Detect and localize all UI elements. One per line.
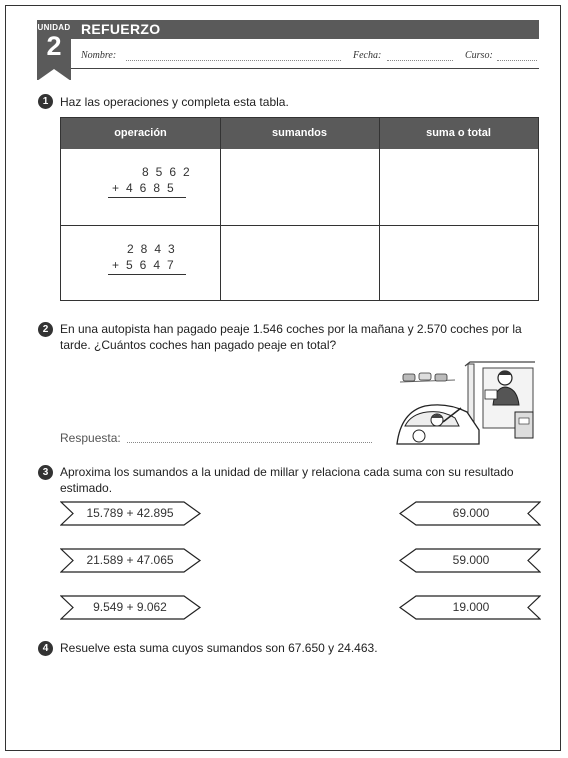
row-1-total-cell[interactable] [380, 150, 537, 224]
nombre-field[interactable] [126, 60, 341, 61]
row-2-addend-2: +5647 [112, 258, 181, 272]
question-1-text: Haz las operaciones y completa esta tabla. [60, 95, 289, 109]
answer-label: Respuesta: [60, 431, 121, 445]
row-1-addend-2: +4685 [112, 181, 181, 195]
column-header-operacion: operación [114, 127, 167, 139]
fecha-field[interactable] [387, 60, 453, 61]
question-1-number: 1 [38, 94, 53, 109]
unit-tab [37, 20, 71, 80]
table-header [61, 118, 538, 149]
column-header-sumandos: sumandos [271, 127, 327, 139]
column-header-suma-total: suma o total [426, 127, 491, 139]
row-1-addend-1: 8562 [142, 165, 197, 179]
fecha-label: Fecha: [353, 50, 382, 61]
result-arrow[interactable] [399, 595, 541, 620]
result-label: 59.000 [452, 553, 490, 567]
student-info-row [71, 47, 539, 67]
question-3-number: 3 [38, 465, 53, 480]
unit-tab-notch [37, 69, 71, 81]
sum-arrow[interactable] [60, 595, 202, 620]
row-2-total-cell[interactable] [380, 226, 537, 300]
result-arrow[interactable] [399, 501, 541, 526]
row-1-sum-line [108, 197, 186, 198]
question-4-text: Resuelve esta suma cuyos sumandos son 67.650 y 24.463. [60, 641, 378, 655]
header-bar [71, 20, 539, 39]
result-label: 19.000 [452, 600, 490, 614]
result-label: 69.000 [452, 506, 490, 520]
row-2-addend-1: 2843 [127, 242, 182, 256]
row-2-sumandos-cell[interactable] [221, 226, 378, 300]
curso-label: Curso: [465, 50, 493, 61]
unit-number: 2 [46, 31, 62, 61]
result-arrow[interactable] [399, 548, 541, 573]
question-4-number: 4 [38, 641, 53, 656]
answer-field[interactable] [127, 442, 372, 443]
question-3-text-line-2: estimado. [60, 481, 113, 495]
sum-label: 21.589 + 47.065 [86, 553, 174, 567]
row-1-sumandos-cell[interactable] [221, 150, 378, 224]
row-2-sum-line [108, 274, 186, 275]
sum-arrow[interactable] [60, 501, 202, 526]
sum-label: 9.549 + 9.062 [93, 600, 167, 614]
unit-label: UNIDAD [37, 23, 71, 32]
curso-field[interactable] [497, 60, 537, 61]
header-rule [71, 68, 539, 69]
toll-booth-illustration [395, 360, 540, 446]
question-4-work-area[interactable] [60, 662, 539, 740]
question-2-text-line-1: En una autopista han pagado peaje 1.546 coches por la mañana y 2.570 coches por la [60, 322, 522, 336]
sum-label: 15.789 + 42.895 [86, 506, 174, 520]
question-3-text-line-1: Aproxima los sumandos a la unidad de millar y relaciona cada suma con su resultado [60, 465, 514, 479]
operations-table [60, 117, 539, 301]
nombre-label: Nombre: [81, 50, 117, 61]
question-2-text-line-2: tarde. ¿Cuántos coches han pagado peaje en total? [60, 338, 337, 352]
page-title: REFUERZO [81, 21, 161, 37]
sum-arrow[interactable] [60, 548, 202, 573]
question-2-number: 2 [38, 322, 53, 337]
